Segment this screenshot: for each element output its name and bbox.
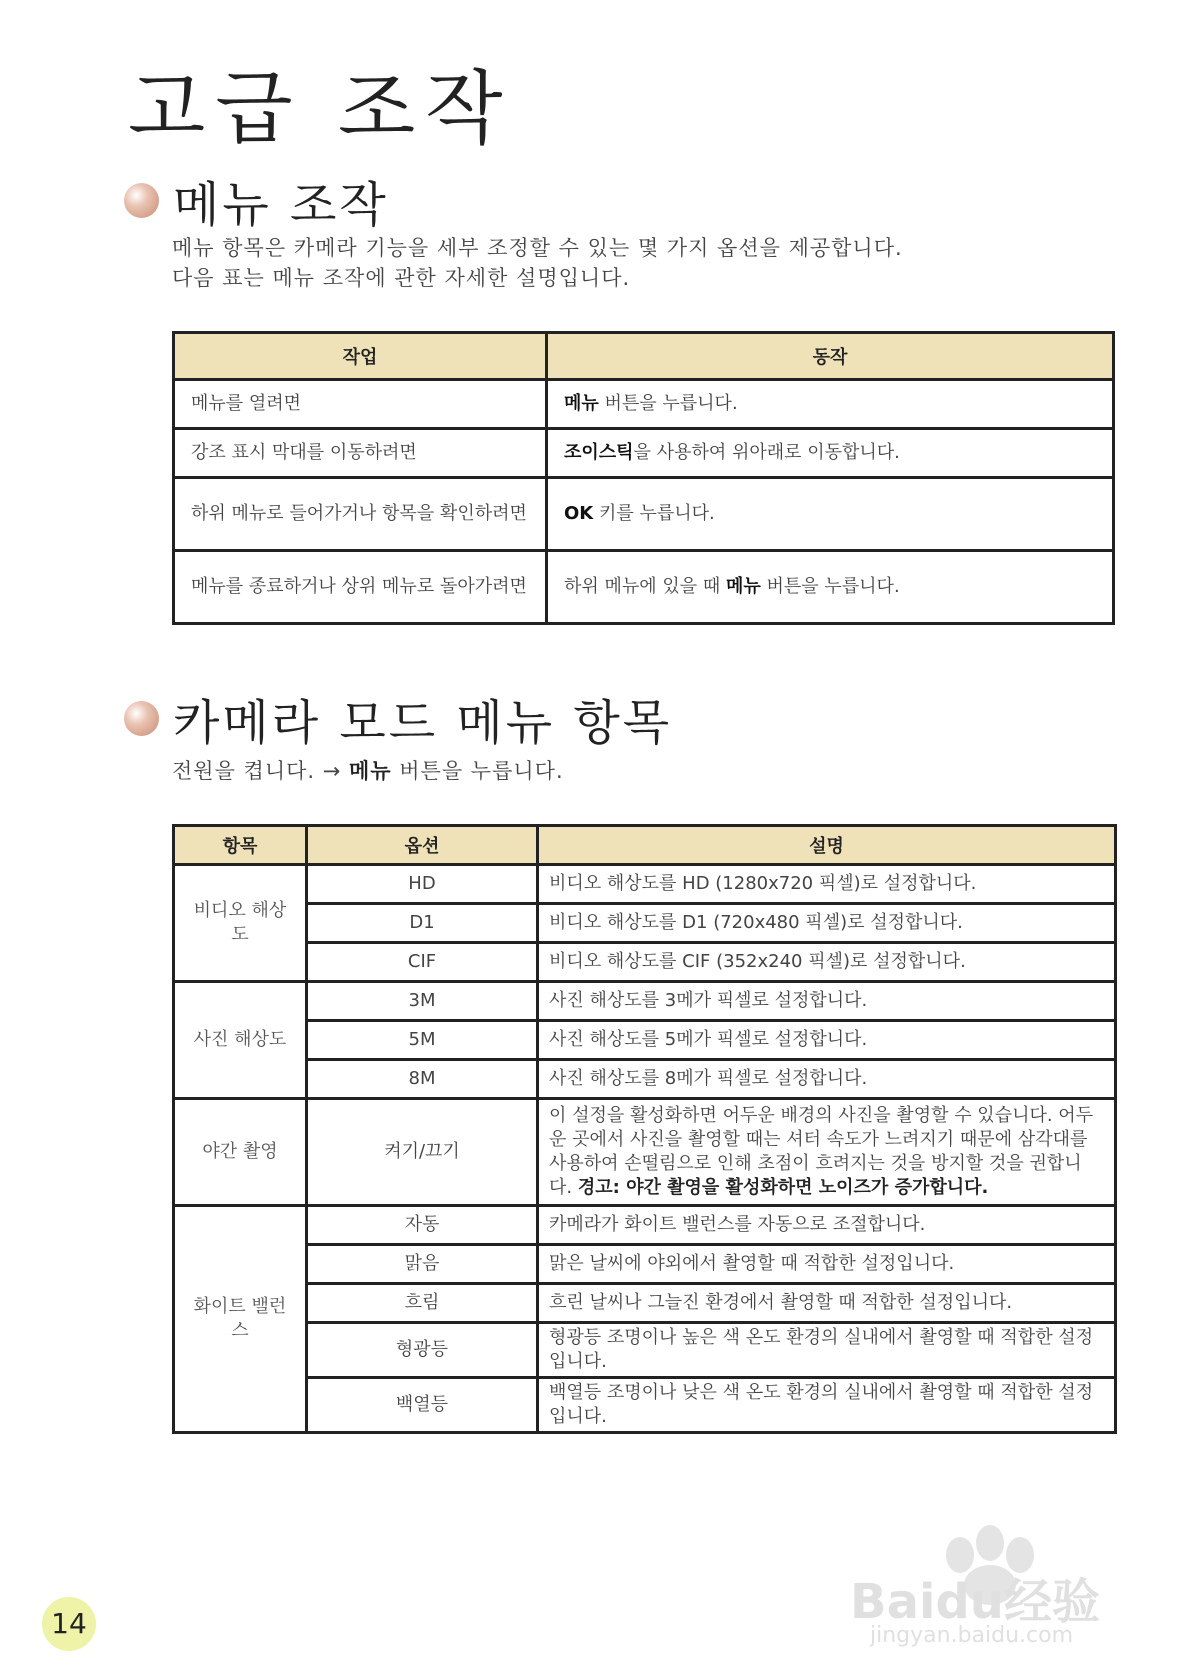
table-row xyxy=(174,1060,1116,1099)
description-cell: 카메라가 화이트 밸런스를 자동으로 조절합니다. xyxy=(538,1206,1116,1245)
description-cell: 사진 해상도를 5메가 픽셀로 설정합니다. xyxy=(538,1021,1116,1060)
action-prefix: 하위 메뉴에 있을 때 xyxy=(564,576,726,597)
column-header-action: 동작 xyxy=(547,333,1114,380)
option-cell: 백열등 xyxy=(307,1378,538,1433)
description-warning: 경고: 야간 촬영을 활성화하면 노이즈가 증가합니다. xyxy=(577,1177,989,1198)
section-heading-camera-mode-menu xyxy=(124,684,672,753)
column-header-description: 설명 xyxy=(538,826,1116,865)
intro-prefix: 전원을 켭니다. → xyxy=(172,759,350,783)
option-cell: 5M xyxy=(307,1021,538,1060)
action-text: 을 사용하여 위아래로 이동합니다. xyxy=(633,442,900,463)
section-bullet-icon xyxy=(124,183,159,218)
table-header-row xyxy=(174,333,1114,380)
action-key: OK xyxy=(564,503,594,524)
option-cell: HD xyxy=(307,865,538,904)
section-heading-menu-operation xyxy=(124,166,389,235)
table-row xyxy=(174,943,1116,982)
intro-line-1: 메뉴 항목은 카메라 기능을 세부 조정할 수 있는 몇 가지 옵션을 제공합니다. xyxy=(172,236,903,260)
description-text: 이 설정을 활성화하면 어두운 배경의 사진을 촬영할 수 있습니다. 어두운 곳에서 사진을 촬영할 때는 셔터 속도가 느려지기 때문에 삼각대를 사용하여 손떨림으로 인해 초점이 흐려지는 것을 방지할 것을 권합니다. xyxy=(549,1105,1094,1198)
table-row xyxy=(174,380,1114,429)
task-cell: 강조 표시 막대를 이동하려면 xyxy=(174,429,547,478)
description-cell: 사진 해상도를 3메가 픽셀로 설정합니다. xyxy=(538,982,1116,1021)
option-cell: 맑음 xyxy=(307,1245,538,1284)
action-text: 키를 누릅니다. xyxy=(593,503,715,524)
option-cell: 자동 xyxy=(307,1206,538,1245)
column-header-item: 항목 xyxy=(174,826,307,865)
page-title: 고급 조작 xyxy=(128,62,513,155)
option-cell: 켜기/끄기 xyxy=(307,1099,538,1206)
task-cell: 메뉴를 종료하거나 상위 메뉴로 돌아가려면 xyxy=(174,551,547,624)
action-key: 조이스틱 xyxy=(564,442,634,463)
watermark-main: Baidu经验 xyxy=(850,1574,1100,1630)
option-cell: 형광등 xyxy=(307,1323,538,1378)
column-header-task: 작업 xyxy=(174,333,547,380)
table-row xyxy=(174,1099,1116,1206)
table-row xyxy=(174,1021,1116,1060)
description-cell xyxy=(538,1099,1116,1206)
section-intro xyxy=(172,756,564,786)
option-cell: D1 xyxy=(307,904,538,943)
section-title: 카메라 모드 메뉴 항목 xyxy=(173,695,673,751)
task-cell: 하위 메뉴로 들어가거나 항목을 확인하려면 xyxy=(174,478,547,551)
page-number: 14 xyxy=(42,1597,96,1651)
description-cell: 맑은 날씨에 야외에서 촬영할 때 적합한 설정입니다. xyxy=(538,1245,1116,1284)
action-cell xyxy=(547,551,1114,624)
option-cell: 흐림 xyxy=(307,1284,538,1323)
table-row xyxy=(174,865,1116,904)
intro-menu-key: 메뉴 xyxy=(349,759,392,783)
item-cell: 비디오 해상도 xyxy=(174,865,307,982)
baidu-watermark xyxy=(850,1515,1130,1649)
section-intro xyxy=(172,233,903,293)
table-row xyxy=(174,904,1116,943)
table-row xyxy=(174,551,1114,624)
intro-line-2: 다음 표는 메뉴 조작에 관한 자세한 설명입니다. xyxy=(172,266,631,290)
camera-mode-menu-table xyxy=(172,824,1117,1434)
menu-operation-table xyxy=(172,331,1115,625)
action-cell xyxy=(547,429,1114,478)
description-cell: 사진 해상도를 8메가 픽셀로 설정합니다. xyxy=(538,1060,1116,1099)
action-key: 메뉴 xyxy=(564,393,599,414)
item-cell: 사진 해상도 xyxy=(174,982,307,1099)
action-text: 버튼을 누릅니다. xyxy=(598,393,738,414)
task-cell: 메뉴를 열려면 xyxy=(174,380,547,429)
table-row xyxy=(174,1206,1116,1245)
description-cell: 형광등 조명이나 높은 색 온도 환경의 실내에서 촬영할 때 적합한 설정입니다. xyxy=(538,1323,1116,1378)
table-row xyxy=(174,1284,1116,1323)
item-cell: 야간 촬영 xyxy=(174,1099,307,1206)
description-cell: 비디오 해상도를 CIF (352x240 픽셀)로 설정합니다. xyxy=(538,943,1116,982)
table-row xyxy=(174,478,1114,551)
table-row xyxy=(174,429,1114,478)
description-cell: 비디오 해상도를 HD (1280x720 픽셀)로 설정합니다. xyxy=(538,865,1116,904)
option-cell: CIF xyxy=(307,943,538,982)
action-key: 메뉴 xyxy=(726,576,761,597)
section-title: 메뉴 조작 xyxy=(173,177,389,233)
section-bullet-icon xyxy=(124,701,159,736)
description-cell: 비디오 해상도를 D1 (720x480 픽셀)로 설정합니다. xyxy=(538,904,1116,943)
table-row xyxy=(174,1323,1116,1378)
intro-suffix: 버튼을 누릅니다. xyxy=(391,759,564,783)
column-header-option: 옵션 xyxy=(307,826,538,865)
action-text: 버튼을 누릅니다. xyxy=(760,576,900,597)
option-cell: 8M xyxy=(307,1060,538,1099)
action-cell xyxy=(547,478,1114,551)
action-cell xyxy=(547,380,1114,429)
table-row xyxy=(174,982,1116,1021)
table-row xyxy=(174,1245,1116,1284)
table-header-row xyxy=(174,826,1116,865)
option-cell: 3M xyxy=(307,982,538,1021)
description-cell: 백열등 조명이나 낮은 색 온도 환경의 실내에서 촬영할 때 적합한 설정입니다. xyxy=(538,1378,1116,1433)
watermark-url: jingyan.baidu.com xyxy=(870,1623,1074,1648)
item-cell: 화이트 밸런스 xyxy=(174,1206,307,1433)
table-row xyxy=(174,1378,1116,1433)
description-cell: 흐린 날씨나 그늘진 환경에서 촬영할 때 적합한 설정입니다. xyxy=(538,1284,1116,1323)
